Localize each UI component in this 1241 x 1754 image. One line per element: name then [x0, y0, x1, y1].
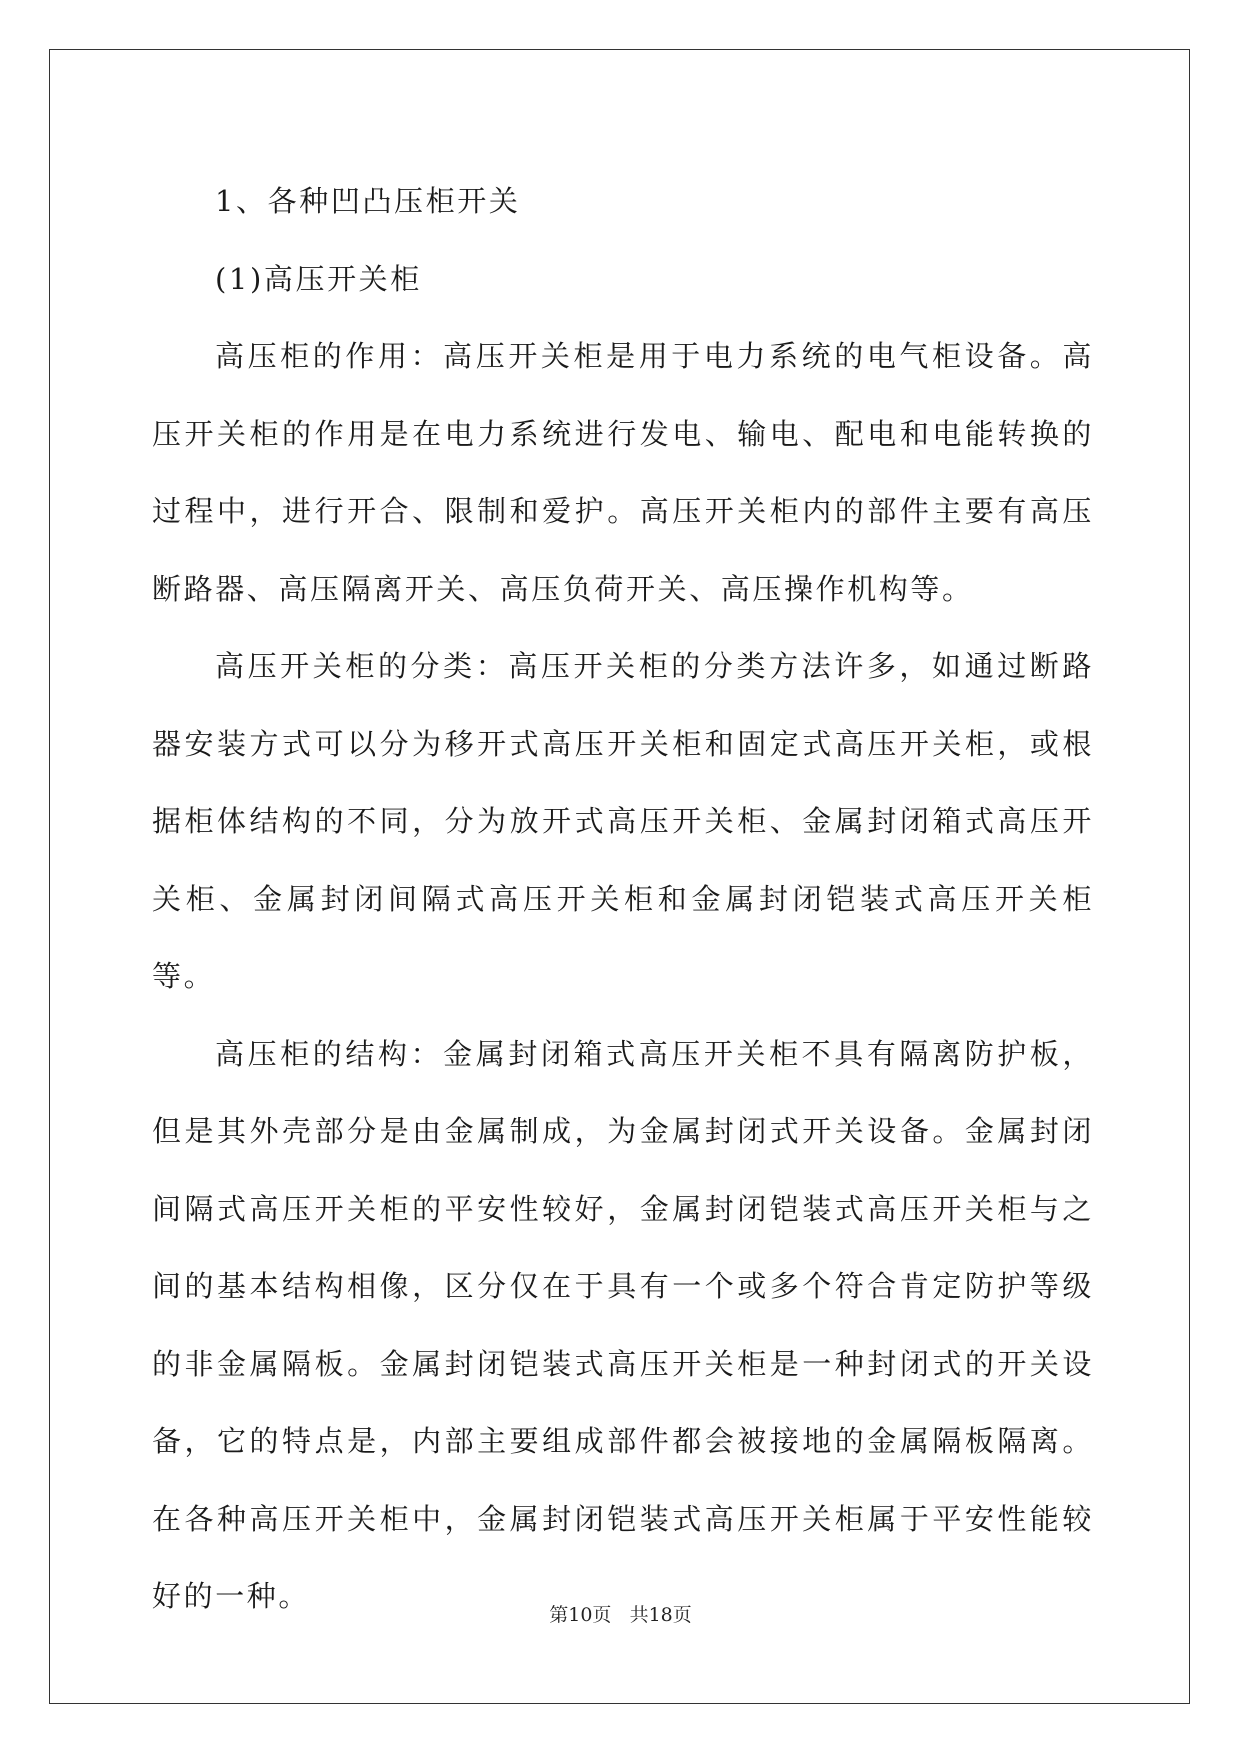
page-number: 第10页 [549, 1604, 612, 1626]
subsection-heading: (1)高压开关柜 [215, 261, 422, 296]
page-total: 共18页 [629, 1604, 692, 1626]
document-body [152, 163, 1094, 1636]
paragraph-structure: 高压柜的结构：金属封闭箱式高压开关柜不具有隔离防护板，但是其外壳部分是由金属制成，为金属封闭式开关设备。金属封闭间隔式高压开关柜的平安性较好，金属封闭铠装式高压开关柜与之间的基本结构相像，区分仅在于具有一个或多个符合肯定防护等级的非金属隔板。金属封闭铠装式高压开关柜是一种封闭式的开关设备，它的特点是，内部主要组成部件都会被接地的金属隔板隔离。在各种高压开关柜中，金属封闭铠装式高压开关柜属于平安性能较好的一种。 [152, 1036, 1094, 1613]
paragraph-classification: 高压开关柜的分类：高压开关柜的分类方法许多，如通过断路器安装方式可以分为移开式高压开关柜和固定式高压开关柜，或根据柜体结构的不同，分为放开式高压开关柜、金属封闭箱式高压开关柜、金属封闭间隔式高压开关柜和金属封闭铠装式高压开关柜等。 [152, 649, 1094, 993]
paragraph-function: 高压柜的作用：高压开关柜是用于电力系统的电气柜设备。高压开关柜的作用是在电力系统进行发电、输电、配电和电能转换的过程中，进行开合、限制和爱护。高压开关柜内的部件主要有高压断路器、高压隔离开关、高压负荷开关、高压操作机构等。 [152, 339, 1094, 606]
footer-separator [611, 1604, 629, 1626]
section-heading: 1、各种凹凸压柜开关 [215, 184, 521, 218]
page-footer [0, 1600, 1241, 1627]
